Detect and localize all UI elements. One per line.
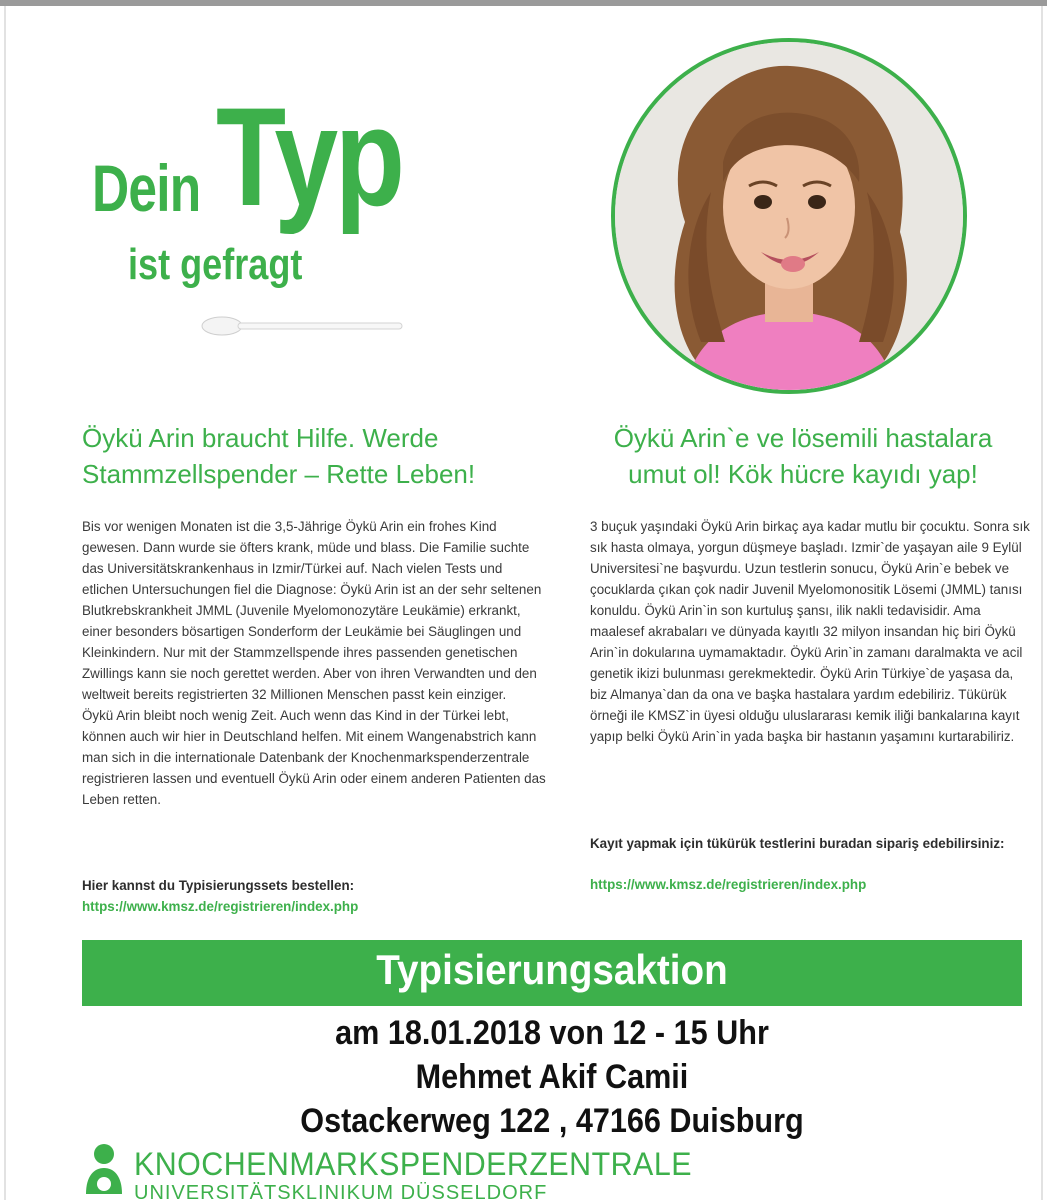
child-photo [611,38,967,394]
brand-name: KNOCHENMARKSPENDERZENTRALE [134,1146,692,1182]
body-turkish-paragraph-1: 3 buçuk yaşındaki Öykü Arin birkaç aya kadar mutlu bir çocuktu. Sonra sık sık hasta olmaya, yorgun düşmeye başladı. Izmir`de yaşayan aile 9 Eylül Universitesi`ne başvurdu. Uzun testlerin sonucu, Öykü Arin`e bebek ve çocuklarda çıkan çok nadir Juvenil Myelomonositik Lösemi (JMML) tanısı konuldu. Öykü Arin`in son kurtuluş şansı, ilik nakli tedavisidir. Ama maalesef akrabaları ve dünyada kayıtlı 32 milyon insandan hiç biri Öykü Arin`in dokularına uymamaktadır. Öykü Arin`in zamanı daralmakta ve acil genetik ikizi bulunması gerekmektedir. Öykü Arin Türkiye`de yaşasa da, biz Almanya`dan da ona ve başka hastalara yardım edebiliriz. Tükürük örneği ile KMSZ`in üyesi olduğu uluslararası kemik iliği bankalarına kayıt yapıp belki Öykü Arin`in yada başka bir hastanın yaşamını kurtarabiliriz. [590,519,1030,744]
body-turkish [590,516,1030,747]
registration-link-turkish[interactable]: https://www.kmsz.de/registrieren/index.php [590,877,867,892]
logo-word-typ: Typ [216,78,402,235]
brand-subtitle: UNIVERSITÄTSKLINIKUM DÜSSELDORF [134,1182,548,1200]
typisierungsaktion-banner [82,940,1022,1006]
body-german [82,516,552,810]
event-venue: Mehmet Akif Camii [415,1058,689,1096]
registration-link-german[interactable]: https://www.kmsz.de/registrieren/index.php [82,899,359,914]
order-kit-label-german: Hier kannst du Typisierungssets bestellen: [82,878,355,893]
child-portrait-illustration [615,42,963,390]
event-address: Ostackerweg 122 , 47166 Duisburg [300,1102,804,1140]
person-logo-icon [82,1142,126,1194]
logo-line-ist-gefragt: ist gefragt [128,240,303,289]
body-german-paragraph-1: Bis vor wenigen Monaten ist die 3,5-Jährige Öykü Arin ein frohes Kind gewesen. Dann wurde sie öfters krank, müde und blass. Die Familie suchte das Universitätskrankenhaus in Izmir/Türkei auf. Nach vielen Tests und etlichen Untersuchungen fiel die Diagnose: Öykü Arin ist an der sehr seltenen Blutkrebskrankheit JMML (Juvenile Myelomonozytäre Leukämie) erkrankt, einer besonders bösartigen Sonderform der Leukämie bei Säuglingen und Kleinkindern. Nur mit der Stammzellspende ihres passenden genetischen Zwillings kann sie noch gerettet werden. Aber von ihren Verwandten und den weltweit bereits registrierten 32 Millionen Menschen passt kein einziger. [82,519,542,702]
heading-turkish: Öykü Arin`e ve lösemili hastalara umut ol! Kök hücre kayıdı yap! [613,423,993,489]
banner-title: Typisierungsaktion [376,946,728,993]
dein-typ-logo [88,78,468,340]
order-kit-label-turkish: Kayıt yapmak için tükürük testlerini buradan sipariş edebilirsiniz: [590,836,1005,851]
event-datetime: am 18.01.2018 von 12 - 15 Uhr [335,1014,769,1052]
body-german-paragraph-2: Öykü Arin bleibt noch wenig Zeit. Auch wenn das Kind in der Türkei lebt, können auch wir hier in Deutschland helfen. Mit einem Wangenabstrich kann man sich in die internationale Datenbank der Knochenmarkspenderzentrale registrieren lassen und eventuell Öykü Arin oder einem anderen Patienten das Leben retten. [82,708,546,807]
cotton-swab-icon [200,314,406,338]
logo-word-dein: Dein [92,151,201,225]
heading-german: Öykü Arin braucht Hilfe. Werde Stammzellspender – Rette Leben! [82,423,476,489]
